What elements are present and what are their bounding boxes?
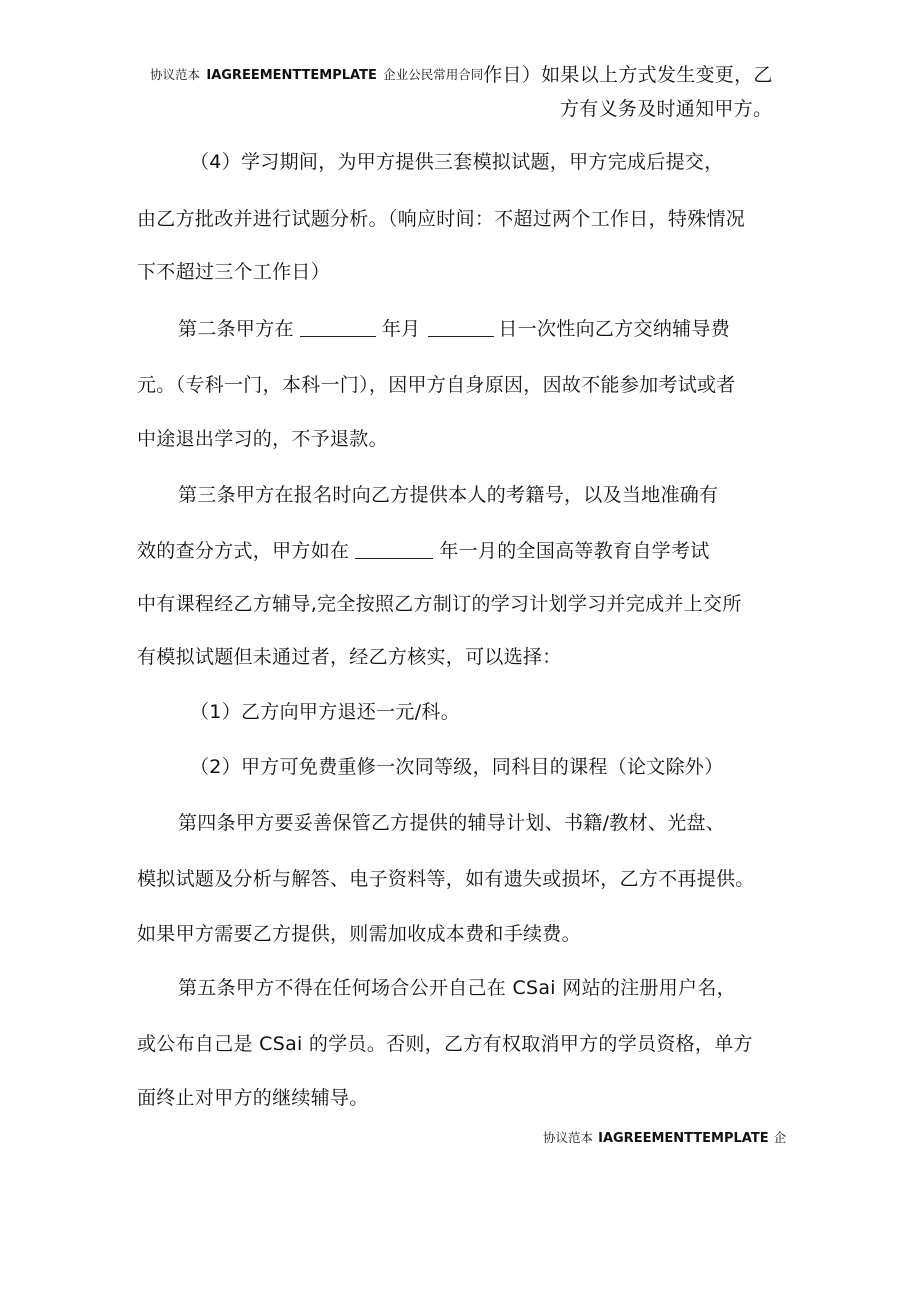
header-prefix: 协议范本 [150, 67, 201, 82]
header-line1-tail: 作日）如果以上方式发生变更，乙 [483, 64, 773, 86]
header-brand: IAGREEMENTTEMPLATE [206, 68, 377, 83]
fill-in-blank [428, 318, 494, 337]
para-4-line3: 下不超过三个工作日） [137, 261, 331, 283]
article-2-part3: 日一次性向乙方交纳辅导费 [498, 318, 731, 340]
para-4-line2: 由乙方批改并进行试题分析。（响应时间：不超过两个工作日，特殊情况 [137, 208, 746, 230]
article-2-part1: 第二条甲方在 [178, 318, 294, 340]
footer-prefix: 协议范本 [543, 1130, 594, 1145]
header-line2: 方有义务及时通知甲方。 [560, 98, 773, 120]
article-3-part1: 效的查分方式，甲方如在 [137, 540, 350, 562]
article-3-option1: （1）乙方向甲方退还一元/科。 [190, 701, 460, 723]
fill-in-blank [300, 318, 376, 337]
article-3-option2: （2）甲方可免费重修一次同等级，同科目的课程（论文除外） [190, 756, 724, 778]
header-line [150, 62, 773, 89]
article-2-line3: 中途退出学习的，不予退款。 [137, 428, 388, 450]
para-4-line1: （4）学习期间，为甲方提供三套模拟试题，甲方完成后提交， [190, 151, 724, 173]
article-5-line2: 或公布自己是 CSai 的学员。否则，乙方有权取消甲方的学员资格，单方 [137, 1033, 753, 1055]
article-3-line1: 第三条甲方在报名时向乙方提供本人的考籍号，以及当地准确有 [178, 484, 719, 506]
footer-suffix: 企 [773, 1130, 787, 1145]
article-3-line3: 中有课程经乙方辅导,完全按照乙方制订的学习计划学习并完成并上交所 [137, 593, 742, 615]
article-3-line4: 有模拟试题但未通过者，经乙方核实，可以选择： [137, 646, 562, 668]
article-2-part2: 年月 [381, 318, 421, 340]
article-4-line1: 第四条甲方要妥善保管乙方提供的辅导计划、书籍/教材、光盘、 [178, 812, 726, 834]
article-2-line2: 元。（专科一门，本科一门），因甲方自身原因，因故不能参加考试或者 [137, 374, 736, 396]
article-2-line1 [178, 316, 730, 342]
header-suffix: 企业公民常用合同 [383, 67, 484, 82]
fill-in-blank [355, 540, 433, 559]
article-3-part2: 年一月的全国高等教育自学考试 [439, 540, 710, 562]
article-5-line1: 第五条甲方不得在任何场合公开自己在 CSai 网站的注册用户名， [178, 977, 736, 999]
footer-brand: IAGREEMENTTEMPLATE [598, 1131, 769, 1146]
article-4-line3: 如果甲方需要乙方提供，则需加收成本费和手续费。 [137, 923, 581, 945]
article-3-line2 [137, 538, 710, 564]
article-5-line3: 面终止对甲方的继续辅导。 [137, 1087, 369, 1109]
article-4-line2: 模拟试题及分析与解答、电子资料等，如有遗失或损坏，乙方不再提供。 [137, 868, 755, 890]
footer-line [543, 1127, 786, 1146]
